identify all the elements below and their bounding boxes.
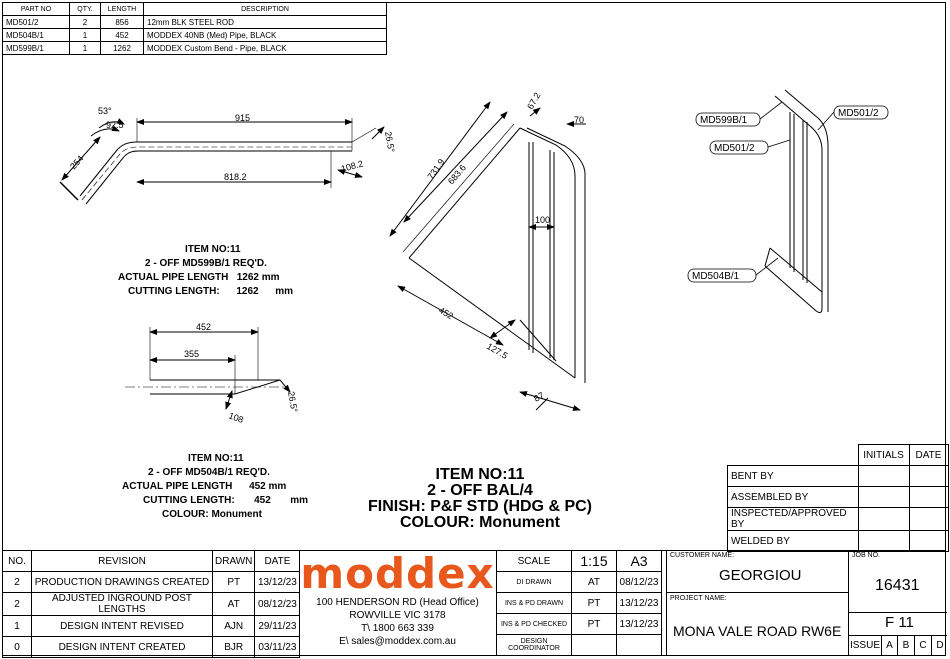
header-revision: REVISION [32, 551, 213, 572]
qty: 2 [70, 16, 101, 29]
part-no: MD599B/1 [3, 42, 70, 55]
dim-355: 355 [184, 349, 200, 359]
project-label: PROJECT NAME: [670, 595, 727, 602]
revision-header-row [3, 551, 300, 572]
note-cut-length-value: 1262 [236, 286, 259, 297]
length: 452 [101, 29, 144, 42]
note-pipe-length-value: 452 mm [249, 481, 287, 492]
project-name: MONA VALE ROAD RW6E [673, 623, 842, 639]
dim-108-2: 108.2 [339, 158, 365, 174]
revision-table [2, 550, 300, 658]
dim-452-b: 452 [437, 305, 456, 322]
length: 1262 [101, 42, 144, 55]
table-row [728, 466, 949, 487]
header-qty: QTY. [70, 3, 101, 16]
note-pipe-length [122, 480, 308, 494]
note-pipe-length [118, 271, 293, 285]
rev-drawn: PT [213, 572, 255, 593]
signoff-header-row [728, 445, 949, 466]
sheet-size: A3 [617, 551, 662, 572]
item-title-finish: FINISH: P&F STD (HDG & PC) [368, 498, 592, 515]
issue-c: C [915, 636, 932, 655]
note-cut-length [118, 285, 293, 299]
note-cut-length-unit: mm [275, 286, 294, 297]
bent-pipe-view [60, 118, 384, 204]
note-cut-length-label: CUTTING LENGTH: [143, 495, 235, 506]
header-drawn: DRAWN [213, 551, 255, 572]
sheet-number: F 11 [885, 614, 914, 631]
header-date: DATE [255, 551, 300, 572]
qty: 1 [70, 42, 101, 55]
note-cut-length-label: CUTTING LENGTH: [128, 286, 220, 297]
dim-100: 100 [535, 215, 551, 225]
date-cell[interactable] [909, 508, 948, 531]
rev-date: 08/12/23 [255, 593, 300, 616]
initials-cell[interactable] [858, 487, 909, 508]
issue-row [849, 636, 948, 655]
note-item-no: ITEM NO:11 [185, 244, 241, 255]
scale-value: 1:15 [572, 551, 617, 572]
dim-915: 915 [235, 113, 251, 123]
dim-127-5: 127.5 [485, 341, 510, 361]
ins-drawn-label: INS & PD DRAWN [497, 593, 572, 614]
rev-no: 2 [3, 593, 32, 616]
ins-drawn-by: PT [572, 593, 617, 614]
customer-label: CUSTOMER NAME: [670, 552, 735, 559]
length: 856 [101, 16, 144, 29]
dim-683-6: 683.6 [445, 162, 469, 187]
company-address-1: 100 HENDERSON RD (Head Office) [316, 597, 479, 608]
ins-checked-label: INS & PD CHECKED [497, 614, 572, 635]
dim-67-2: 67.2 [525, 90, 543, 111]
job-number: 16431 [875, 577, 920, 594]
rev-drawn: AJN [213, 616, 255, 637]
note-qty: 2 - OFF MD504B/1 REQ'D. [148, 467, 270, 478]
date-cell[interactable] [909, 487, 948, 508]
initials-cell[interactable] [858, 531, 909, 552]
callout-md599b: MD599B/1 [700, 115, 748, 126]
dim-731-9: 731.9 [425, 156, 447, 182]
date-cell[interactable] [909, 531, 948, 552]
issue-d: D [936, 640, 944, 651]
job-block [848, 550, 947, 656]
note-qty: 2 - OFF MD599B/1 REQ'D. [145, 258, 267, 269]
scale-label: SCALE [497, 551, 572, 572]
note-pipe-length-value: 1262 mm [236, 272, 280, 283]
issue-b: B [898, 636, 915, 655]
rev-text: DESIGN INTENT REVISED [32, 616, 213, 637]
signoff-label: ASSEMBLED BY [728, 487, 859, 508]
date-cell[interactable] [909, 466, 948, 487]
ins-drawn-date: 13/12/23 [617, 593, 662, 614]
rev-drawn: BJR [213, 637, 255, 658]
table-row [728, 487, 949, 508]
rev-no: 0 [3, 637, 32, 658]
callout-md504b: MD504B/1 [692, 271, 740, 282]
rev-text: ADJUSTED INGROUND POST LENGTHS [32, 593, 213, 616]
header-description: DESCRIPTION [144, 3, 387, 16]
scale-table [496, 550, 662, 656]
straight-pipe-view [125, 327, 290, 409]
item-title-qty: 2 - OFF BAL/4 [427, 482, 533, 499]
rev-date: 13/12/23 [255, 572, 300, 593]
dim-818-2: 818.2 [224, 172, 247, 182]
design-coordinator-label: DESIGN COORDINATOR [497, 635, 572, 656]
header-no: NO. [3, 551, 32, 572]
dim-70: 70 [574, 115, 585, 125]
table-row [728, 531, 949, 552]
ins-checked-date: 13/12/23 [617, 614, 662, 635]
dim-92-5: 92.5 [106, 120, 124, 130]
callout-md501-b: MD501/2 [714, 143, 755, 154]
description: MODDEX 40NB (Med) Pipe, BLACK [144, 29, 387, 42]
initials-cell[interactable] [858, 508, 909, 531]
rev-date: 03/11/23 [255, 637, 300, 658]
di-drawn-by: AT [572, 572, 617, 593]
note-cut-length [122, 494, 308, 508]
table-row [497, 614, 662, 635]
initials-header: INITIALS [858, 445, 909, 466]
table-row [3, 616, 300, 637]
isometric-view [765, 90, 828, 313]
elevation-view [390, 102, 586, 410]
notes-md599b [118, 243, 293, 299]
note-colour: COLOUR: Monument [162, 509, 262, 520]
issue-a: A [882, 636, 898, 655]
company-logo: moddex [300, 549, 495, 598]
description: 12mm BLK STEEL ROD [144, 16, 387, 29]
item-title-colour: COLOUR: Monument [400, 514, 560, 531]
description: MODDEX Custom Bend - Pipe, BLACK [144, 42, 387, 55]
customer-block [666, 550, 849, 656]
note-item-no: ITEM NO:11 [188, 453, 244, 464]
company-address-2: ROWVILLE VIC 3178 [349, 610, 446, 621]
rev-date: 29/11/23 [255, 616, 300, 637]
note-cut-length-unit: mm [290, 495, 309, 506]
table-row [3, 572, 300, 593]
issue-label: ISSUE [849, 636, 882, 655]
dim-452-a: 452 [196, 322, 212, 332]
table-row [728, 508, 949, 531]
callout-bubbles [688, 106, 888, 282]
rev-text: DESIGN INTENT CREATED [32, 637, 213, 658]
note-pipe-length-label: ACTUAL PIPE LENGTH [118, 272, 229, 283]
company-block [300, 549, 495, 648]
date-header: DATE [909, 445, 948, 466]
header-part-no: PART NO [3, 3, 70, 16]
item-title [330, 467, 630, 531]
di-drawn-label: DI DRAWN [497, 572, 572, 593]
dim-108: 108 [227, 410, 245, 426]
rev-no: 2 [3, 572, 32, 593]
initials-cell[interactable] [858, 466, 909, 487]
notes-md504b [122, 452, 308, 522]
table-row [497, 635, 662, 656]
di-drawn-date: 08/12/23 [617, 572, 662, 593]
company-phone: T\ 1800 663 339 [361, 623, 434, 634]
customer-name: GEORGIOU [719, 567, 802, 584]
dim-26-5-b: 26.5° [286, 390, 300, 414]
note-cut-length-value: 452 [254, 495, 271, 506]
signoff-label: BENT BY [728, 466, 859, 487]
dim-87: 87 [532, 390, 546, 404]
company-email[interactable]: E\ sales@moddex.com.au [339, 636, 456, 647]
dim-254: 254 [68, 153, 86, 172]
callout-md501-a: MD501/2 [838, 108, 879, 119]
table-row [3, 637, 300, 658]
dim-26-5-a: 26.5° [383, 130, 397, 154]
table-row [3, 593, 300, 616]
signoff-label: WELDED BY [728, 531, 859, 552]
scale-row [497, 551, 662, 572]
rev-drawn: AT [213, 593, 255, 616]
part-no: MD504B/1 [3, 29, 70, 42]
ins-checked-by: PT [572, 614, 617, 635]
signoff-table [727, 444, 949, 552]
signoff-label: INSPECTED/APPROVED BY [728, 508, 859, 531]
rev-no: 1 [3, 616, 32, 637]
header-length: LENGTH [101, 3, 144, 16]
table-row [497, 572, 662, 593]
job-label: JOB NO. [852, 552, 881, 559]
rev-text: PRODUCTION DRAWINGS CREATED [32, 572, 213, 593]
part-no: MD501/2 [3, 16, 70, 29]
note-pipe-length-label: ACTUAL PIPE LENGTH [122, 481, 233, 492]
qty: 1 [70, 29, 101, 42]
table-row [497, 593, 662, 614]
item-title-no: ITEM NO:11 [435, 466, 525, 483]
dim-53: 53° [98, 106, 112, 116]
